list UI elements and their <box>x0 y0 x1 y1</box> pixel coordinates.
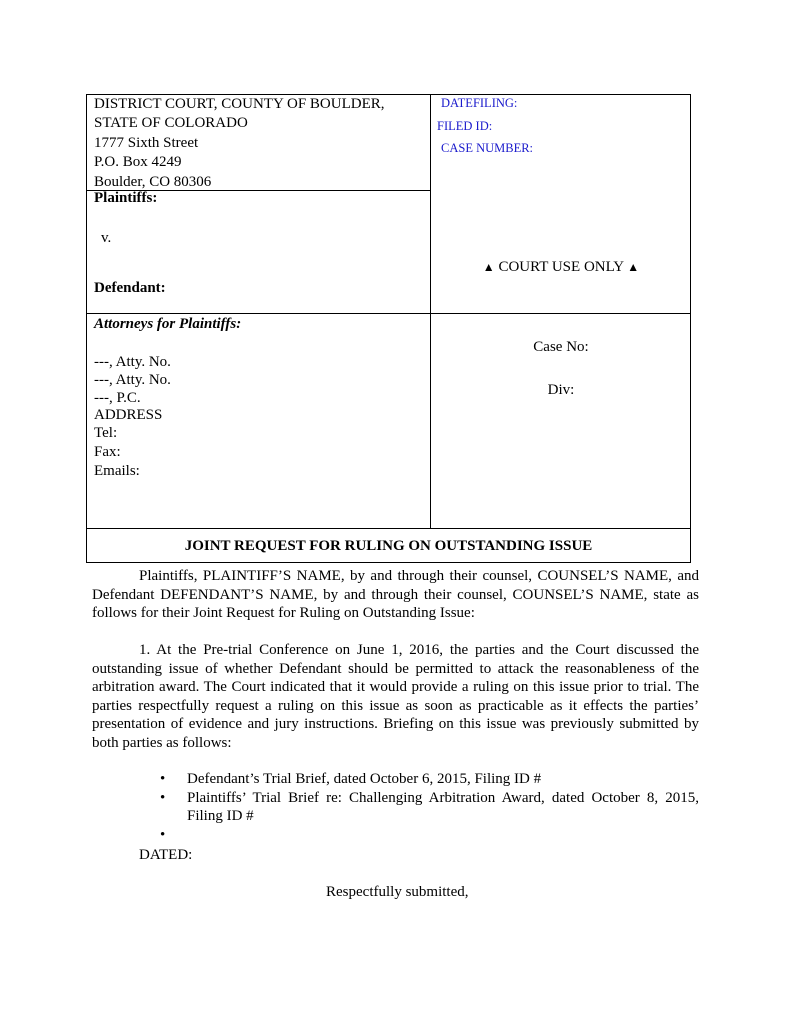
triangle-up-icon: ▲ <box>627 260 640 274</box>
bullet-icon: • <box>160 789 166 806</box>
attorney-line: Tel: <box>94 425 118 442</box>
court-use-only-text: COURT USE ONLY <box>498 259 624 275</box>
case-number-label: CASE NUMBER: <box>441 141 534 155</box>
court-line: DISTRICT COURT, COUNTY OF BOULDER, <box>94 96 385 112</box>
brief-list <box>160 770 699 844</box>
case-no-label: Case No: <box>533 339 589 355</box>
versus-label: v. <box>101 230 112 246</box>
court-line: Boulder, CO 80306 <box>94 173 212 190</box>
defendant-label: Defendant: <box>94 280 166 296</box>
court-use-only-label <box>431 259 691 276</box>
dated-label: DATED: <box>139 847 193 863</box>
parties-block <box>94 190 424 312</box>
case-caption-table <box>86 94 691 563</box>
list-item <box>160 770 699 789</box>
attorney-line: ---, Atty. No. <box>94 372 171 389</box>
division-label: Div: <box>547 382 575 398</box>
attorneys-block <box>94 315 424 480</box>
attorney-line: Emails: <box>94 462 140 479</box>
attorney-line: ADDRESS <box>94 406 163 423</box>
attorney-line: Fax: <box>94 443 121 460</box>
court-line: 1777 Sixth Street <box>94 134 199 151</box>
datefiling-label: DATEFILING: <box>441 96 518 110</box>
court-line: P.O. Box 4249 <box>94 154 182 171</box>
closing-text: Respectfully submitted, <box>326 884 469 900</box>
caption-column-divider <box>430 95 431 528</box>
intro-paragraph: Plaintiffs, PLAINTIFF’S NAME, by and through their counsel, COUNSEL’S NAME, and Defendant DEFENDANT’S NAME, by and through their counsel, COUNSEL’S NAME, state as follows for their Joint Request for Ruling on Outstanding Issue: <box>92 568 699 622</box>
bullet-icon: • <box>160 771 166 787</box>
list-item-text: Defendant’s Trial Brief, dated October 6, 2015, Filing ID # <box>187 771 542 787</box>
bullet-icon: • <box>160 826 166 843</box>
attorney-line: ---, P.C. <box>94 389 141 406</box>
list-item <box>160 826 699 845</box>
caption-divider-parties <box>87 313 690 314</box>
attorney-line: ---, Atty. No. <box>94 353 171 370</box>
caption-divider-title <box>87 528 690 529</box>
court-line: STATE OF COLORADO <box>94 115 248 132</box>
plaintiffs-label: Plaintiffs: <box>94 190 158 206</box>
list-item <box>160 789 699 826</box>
attorneys-title: Attorneys for Plaintiffs: <box>94 316 242 332</box>
paragraph-1: 1. At the Pre-trial Conference on June 1, 2016, the parties and the Court discussed the outstanding issue of whether Defendant should be permitted to attack the reasonableness of the arbitration award. The Court indicated that it would provide a ruling on this issue prior to trial. The parties respectfully request a ruling on this issue as soon as practicable as it effects the parties’ presentation of evidence and jury instructions. Briefing on this issue was previously submitted by both parties as follows: <box>92 642 699 751</box>
triangle-up-icon: ▲ <box>482 260 495 274</box>
court-address-block <box>94 95 385 192</box>
document-title: JOINT REQUEST FOR RULING ON OUTSTANDING ISSUE <box>184 538 593 554</box>
filed-id-label: FILED ID: <box>437 119 493 133</box>
list-item-text: Plaintiffs’ Trial Brief re: Challenging Arbitration Award, dated October 8, 2015, Filing ID # <box>187 789 699 825</box>
